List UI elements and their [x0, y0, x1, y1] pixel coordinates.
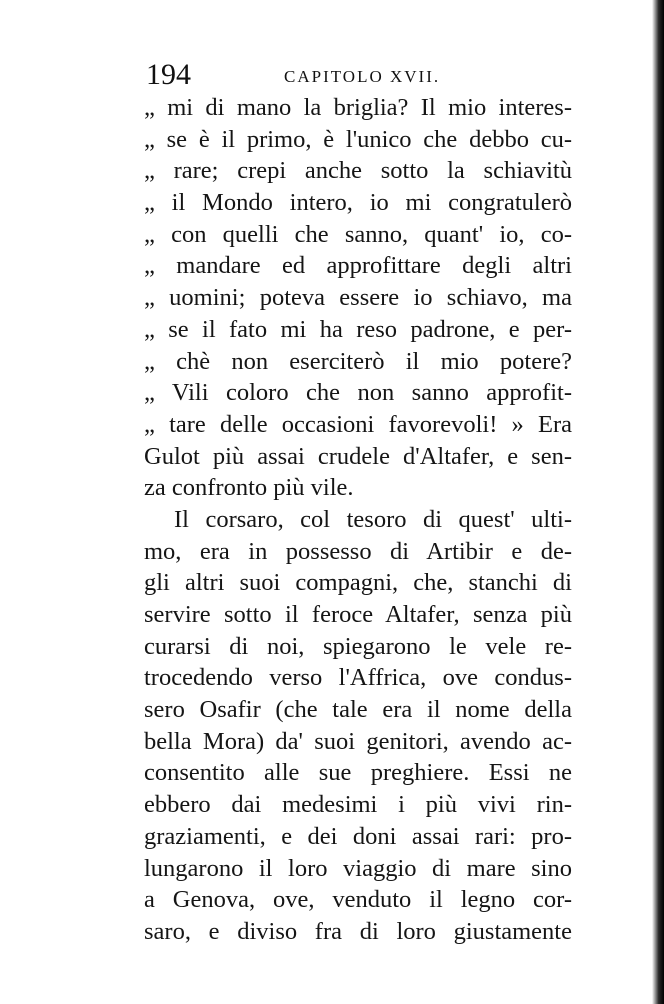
- text-line: „ chè non eserciterò il mio potere?: [144, 347, 572, 375]
- text-line: saro, e diviso fra di loro giustamente: [144, 917, 572, 945]
- text-line: lungarono il loro viaggio di mare sino: [144, 854, 572, 882]
- running-header: [146, 58, 570, 92]
- text-line: Gulot più assai crudele d'Altafer, e sen-: [144, 442, 572, 470]
- text-line: consentito alle sue preghiere. Essi ne: [144, 759, 572, 787]
- text-line: „ mi di mano la briglia? Il mio interes-: [144, 94, 572, 121]
- chapter-heading: CAPITOLO XVII.: [284, 67, 441, 86]
- text-line: „ Vili coloro che non sanno approfit-: [144, 379, 572, 407]
- text-line: gli altri suoi compagni, che, stanchi di: [144, 569, 572, 597]
- text-line: bella Mora) da' suoi genitori, avendo ac-: [144, 727, 572, 755]
- text-line: „ il Mondo intero, io mi congratulerò: [144, 189, 572, 217]
- text-line: „ tare delle occasioni favorevoli! » Era: [144, 410, 572, 438]
- page-number: 194: [146, 58, 191, 91]
- text-line: a Genova, ove, venduto il legno cor-: [144, 886, 572, 914]
- page-edge-shadow: [652, 0, 664, 1004]
- text-line: mo, era in possesso di Artibir e de-: [144, 537, 572, 565]
- text-line: „ mandare ed approfittare degli altri: [144, 252, 572, 280]
- text-line: trocedendo verso l'Affrica, ove condus-: [144, 664, 572, 692]
- text-line: ebbero dai medesimi i più vivi rin-: [144, 791, 572, 819]
- text-line: servire sotto il feroce Altafer, senza più: [144, 601, 572, 628]
- text-line: sero Osafir (che tale era il nome della: [144, 696, 572, 724]
- body-text: [144, 92, 572, 948]
- text-line: „ con quelli che sanno, quant' io, co-: [144, 220, 572, 248]
- text-line: za confronto più vile.: [144, 474, 354, 502]
- text-line: „ rare; crepi anche sotto la schiavitù: [144, 157, 572, 185]
- text-line: „ se il fato mi ha reso padrone, e per-: [144, 315, 572, 343]
- text-line: Il corsaro, col tesoro di quest' ulti-: [174, 505, 572, 533]
- text-line: curarsi di noi, spiegarono le vele re-: [144, 632, 572, 660]
- text-line: graziamenti, e dei doni assai rari: pro-: [144, 822, 572, 850]
- text-line: „ se è il primo, è l'unico che debbo cu-: [144, 125, 572, 153]
- text-line: „ uomini; poteva essere io schiavo, ma: [144, 284, 572, 312]
